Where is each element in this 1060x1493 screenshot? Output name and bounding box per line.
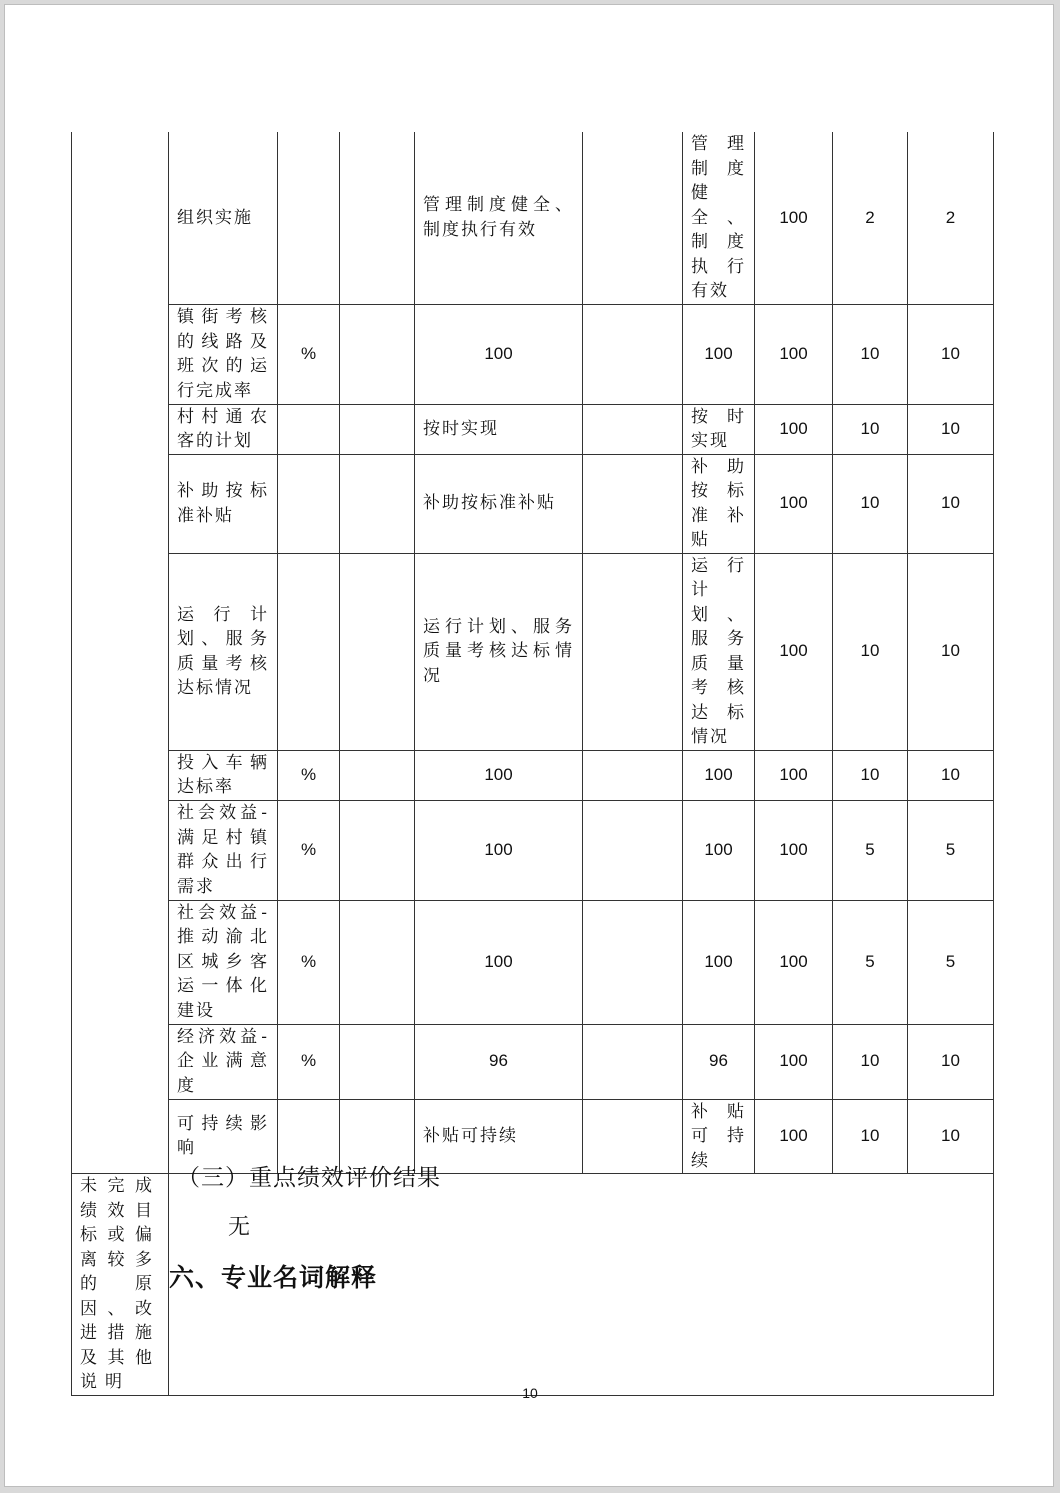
actual-value-cell: 100	[683, 750, 755, 800]
actual-value-cell: 补贴可持续	[683, 1099, 755, 1174]
table-row	[72, 553, 994, 750]
page-number: 10	[522, 1385, 538, 1401]
score-cell: 10	[908, 1024, 994, 1099]
unit-cell	[278, 132, 340, 304]
blank-cell	[340, 304, 415, 404]
target-value-cell: 100	[415, 800, 583, 900]
blank-cell	[583, 304, 683, 404]
actual-value-cell: 按时实现	[683, 404, 755, 454]
weight-cell: 10	[833, 1024, 908, 1099]
blank-cell	[583, 900, 683, 1024]
table-row	[72, 304, 994, 404]
note-label-cell: 未完成绩效目标或偏离较多的原因、改进措施及其他说明	[72, 1174, 169, 1396]
blank-cell	[340, 553, 415, 750]
completion-cell: 100	[755, 132, 833, 304]
key-evaluation-heading: （三）重点绩效评价结果	[177, 1165, 441, 1191]
blank-cell	[583, 132, 683, 304]
completion-cell: 100	[755, 750, 833, 800]
unit-cell: %	[278, 304, 340, 404]
blank-cell	[583, 454, 683, 553]
indicator-cell: 补助按标准补贴	[169, 454, 278, 553]
completion-cell: 100	[755, 404, 833, 454]
weight-cell: 5	[833, 800, 908, 900]
actual-value-cell: 补助按标准补贴	[683, 454, 755, 553]
target-value-cell: 100	[415, 900, 583, 1024]
actual-value-cell: 100	[683, 900, 755, 1024]
weight-cell: 2	[833, 132, 908, 304]
indicator-cell: 社会效益-满足村镇群众出行需求	[169, 800, 278, 900]
target-value-cell: 按时实现	[415, 404, 583, 454]
blank-cell	[583, 800, 683, 900]
weight-cell: 5	[833, 900, 908, 1024]
table-row	[72, 454, 994, 553]
blank-cell	[583, 1024, 683, 1099]
weight-cell: 10	[833, 404, 908, 454]
score-cell: 10	[908, 404, 994, 454]
unit-cell: %	[278, 750, 340, 800]
target-value-cell: 100	[415, 750, 583, 800]
weight-cell: 10	[833, 553, 908, 750]
blank-cell	[583, 404, 683, 454]
blank-cell	[340, 454, 415, 553]
target-value-cell: 管理制度健全、制度执行有效	[415, 132, 583, 304]
score-cell: 5	[908, 900, 994, 1024]
actual-value-cell: 96	[683, 1024, 755, 1099]
table-row	[72, 750, 994, 800]
target-value-cell: 运行计划、服务质量考核达标情况	[415, 553, 583, 750]
target-value-cell: 100	[415, 304, 583, 404]
blank-cell	[583, 553, 683, 750]
blank-cell	[340, 404, 415, 454]
score-cell: 5	[908, 800, 994, 900]
score-cell: 10	[908, 454, 994, 553]
unit-cell	[278, 454, 340, 553]
actual-value-cell: 运行计划、服务质量考核达标情况	[683, 553, 755, 750]
target-value-cell: 96	[415, 1024, 583, 1099]
actual-value-cell: 管理制度健全、制度执行有效	[683, 132, 755, 304]
weight-cell: 10	[833, 304, 908, 404]
unit-cell: %	[278, 1024, 340, 1099]
unit-cell	[278, 404, 340, 454]
performance-table	[71, 132, 994, 1396]
blank-cell	[340, 750, 415, 800]
target-value-cell: 补助按标准补贴	[415, 454, 583, 553]
score-cell: 10	[908, 1099, 994, 1174]
score-cell: 10	[908, 553, 994, 750]
score-cell: 10	[908, 304, 994, 404]
actual-value-cell: 100	[683, 304, 755, 404]
target-value-cell: 补贴可持续	[415, 1099, 583, 1174]
blank-cell	[340, 800, 415, 900]
indicator-cell: 可持续影响	[169, 1099, 278, 1174]
unit-cell: %	[278, 800, 340, 900]
score-cell: 10	[908, 750, 994, 800]
actual-value-cell: 100	[683, 800, 755, 900]
document-page	[4, 4, 1054, 1487]
completion-cell: 100	[755, 900, 833, 1024]
table-row	[72, 404, 994, 454]
indicator-cell: 经济效益-企业满意度	[169, 1024, 278, 1099]
table-row	[72, 132, 994, 304]
weight-cell: 10	[833, 454, 908, 553]
unit-cell	[278, 553, 340, 750]
blank-cell	[340, 1024, 415, 1099]
table-row	[72, 900, 994, 1024]
weight-cell: 10	[833, 750, 908, 800]
completion-cell: 100	[755, 304, 833, 404]
unit-cell: %	[278, 900, 340, 1024]
indicator-cell: 村村通农客的计划	[169, 404, 278, 454]
table-row	[72, 1024, 994, 1099]
completion-cell: 100	[755, 553, 833, 750]
performance-table-body	[72, 132, 994, 1395]
completion-cell: 100	[755, 1099, 833, 1174]
blank-cell	[340, 132, 415, 304]
category-cell	[72, 132, 169, 1174]
indicator-cell: 镇街考核的线路及班次的运行完成率	[169, 304, 278, 404]
blank-cell	[583, 750, 683, 800]
indicator-cell: 社会效益-推动渝北区城乡客运一体化建设	[169, 900, 278, 1024]
key-evaluation-content: 无	[228, 1215, 251, 1240]
completion-cell: 100	[755, 1024, 833, 1099]
score-cell: 2	[908, 132, 994, 304]
indicator-cell: 组织实施	[169, 132, 278, 304]
weight-cell: 10	[833, 1099, 908, 1174]
terminology-heading: 六、专业名词解释	[169, 1263, 378, 1292]
table-row	[72, 800, 994, 900]
completion-cell: 100	[755, 800, 833, 900]
indicator-cell: 投入车辆达标率	[169, 750, 278, 800]
completion-cell: 100	[755, 454, 833, 553]
blank-cell	[340, 900, 415, 1024]
indicator-cell: 运行计划、服务质量考核达标情况	[169, 553, 278, 750]
blank-cell	[583, 1099, 683, 1174]
